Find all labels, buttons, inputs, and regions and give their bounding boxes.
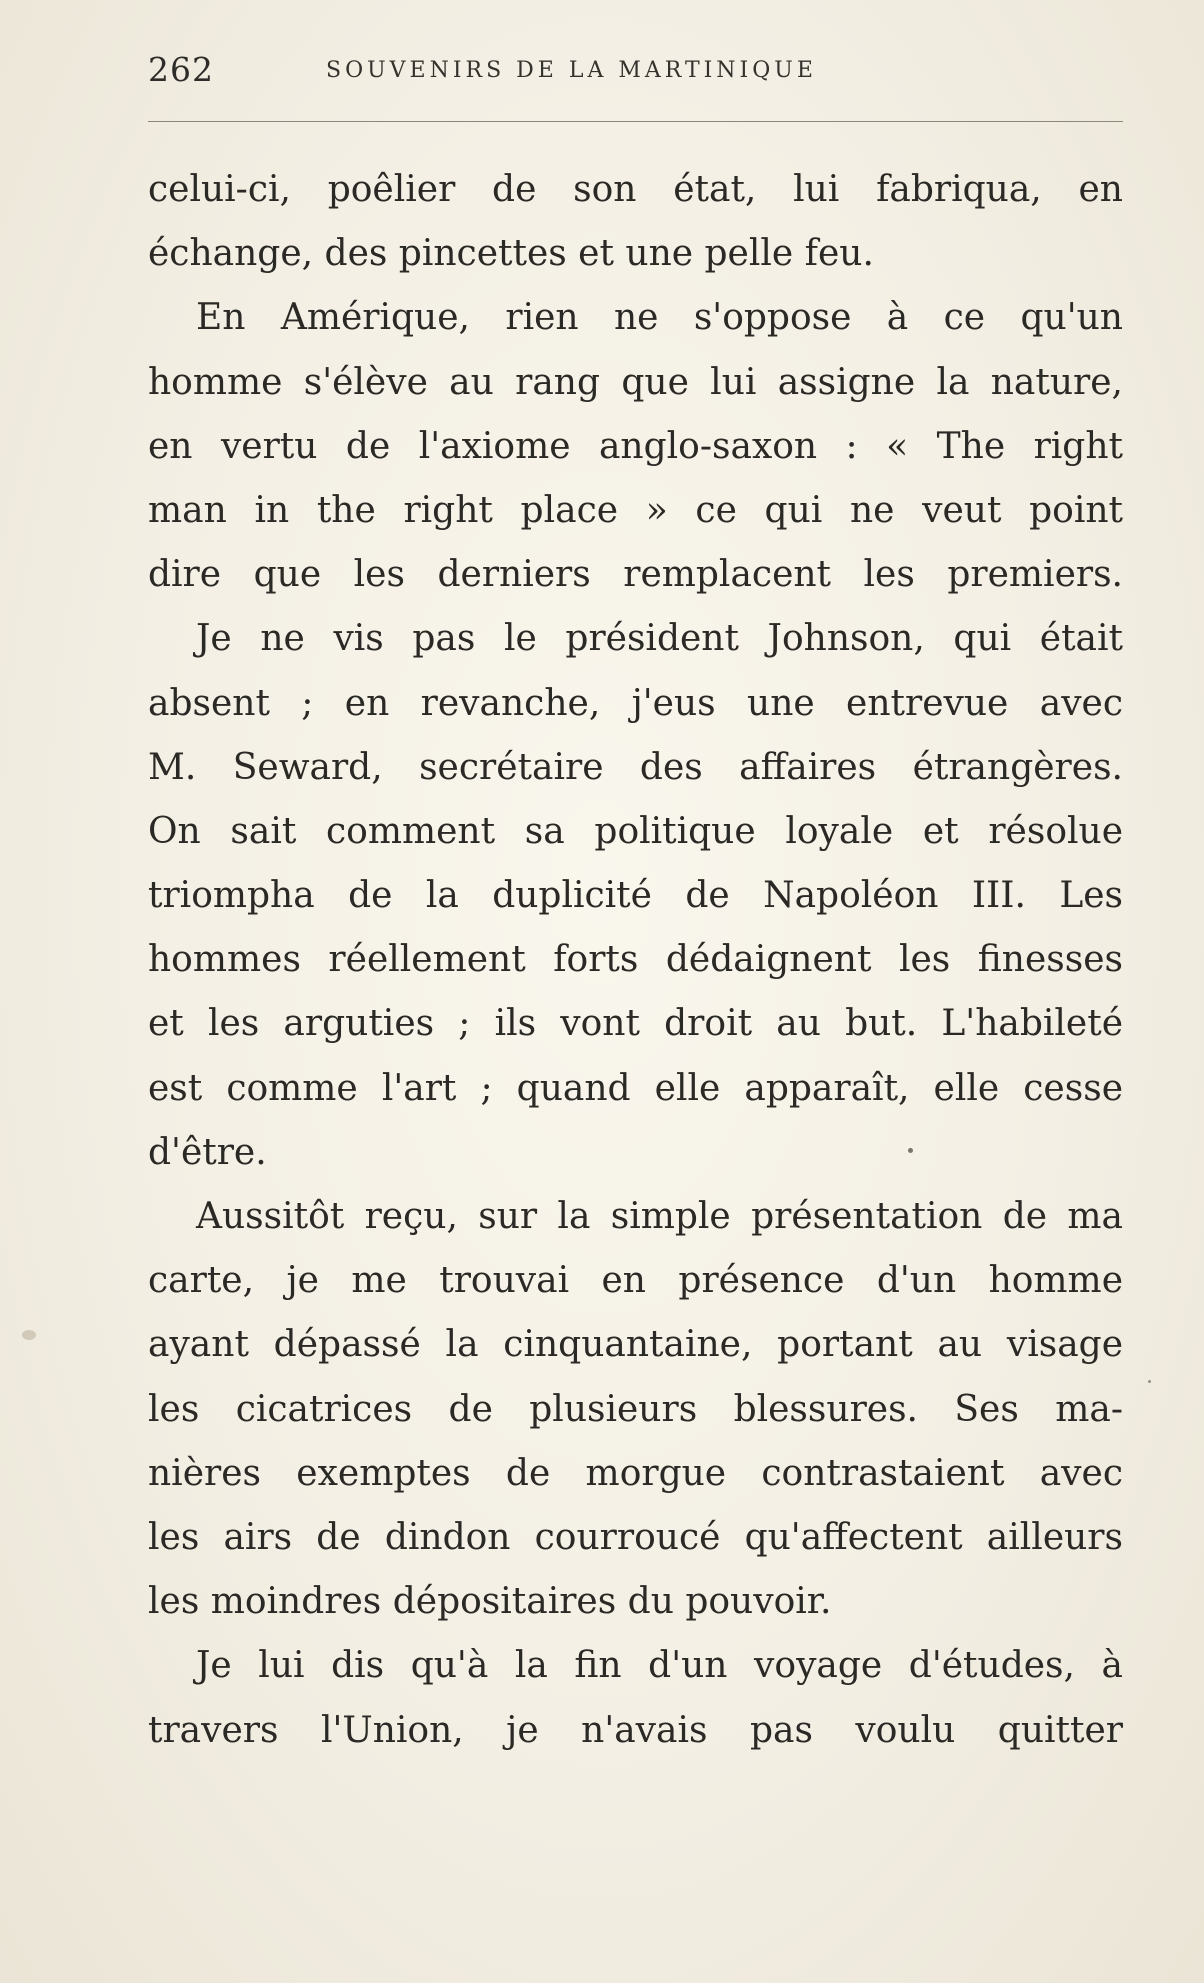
text-line: M. Seward, secrétaire des affaires étrangères. xyxy=(148,746,1123,788)
text-line: travers l'Union, je n'avais pas voulu quitter xyxy=(148,1709,1123,1751)
text-line: celui-ci, poêlier de son état, lui fabriqua, en xyxy=(148,169,1123,210)
text-line: Je lui dis qu'à la fin d'un voyage d'études, à xyxy=(196,1645,1123,1687)
paper-speck xyxy=(908,1148,913,1153)
text-line: ayant dépassé la cinquantaine, portant au visage xyxy=(148,1324,1123,1366)
text-line: homme s'élève au rang que lui assigne la nature, xyxy=(148,361,1123,403)
text-line: En Amérique, rien ne s'oppose à ce qu'un xyxy=(196,297,1123,339)
text-line: échange, des pincettes et une pelle feu. xyxy=(148,233,874,275)
text-line: les airs de dindon courroucé qu'affectent ailleurs xyxy=(148,1516,1123,1558)
text-line: nières exemptes de morgue contrastaient avec xyxy=(148,1452,1123,1494)
text-line: dire que les derniers remplacent les premiers. xyxy=(148,554,1123,596)
page-number: 262 xyxy=(148,50,214,89)
text-line: Je ne vis pas le président Johnson, qui était xyxy=(196,618,1123,660)
text-line: carte, je me trouvai en présence d'un homme xyxy=(148,1260,1123,1302)
text-line: est comme l'art ; quand elle apparaît, elle cesse xyxy=(148,1067,1123,1109)
text-line: et les arguties ; ils vont droit au but. L'habileté xyxy=(148,1003,1123,1045)
text-line: en vertu de l'axiome anglo-saxon : « The right xyxy=(148,425,1123,467)
text-line: On sait comment sa politique loyale et résolue xyxy=(148,810,1123,852)
body-text xyxy=(148,158,1123,1763)
paper-speck xyxy=(1148,1380,1151,1383)
text-line: les cicatrices de plusieurs blessures. Ses ma- xyxy=(148,1388,1123,1430)
paper-speck xyxy=(22,1330,36,1340)
text-line: d'être. xyxy=(148,1131,267,1173)
text-line: absent ; en revanche, j'eus une entrevue avec xyxy=(148,682,1123,724)
header-rule xyxy=(148,121,1123,122)
running-title: SOUVENIRS DE LA MARTINIQUE xyxy=(326,58,817,83)
text-line: man in the right place » ce qui ne veut point xyxy=(148,489,1123,531)
text-line: les moindres dépositaires du pouvoir. xyxy=(148,1581,832,1623)
text-line: hommes réellement forts dédaignent les finesses xyxy=(148,939,1123,981)
text-line: triompha de la duplicité de Napoléon III. Les xyxy=(148,875,1123,917)
page-header xyxy=(148,50,1123,100)
text-line: Aussitôt reçu, sur la simple présentation de ma xyxy=(196,1196,1123,1237)
